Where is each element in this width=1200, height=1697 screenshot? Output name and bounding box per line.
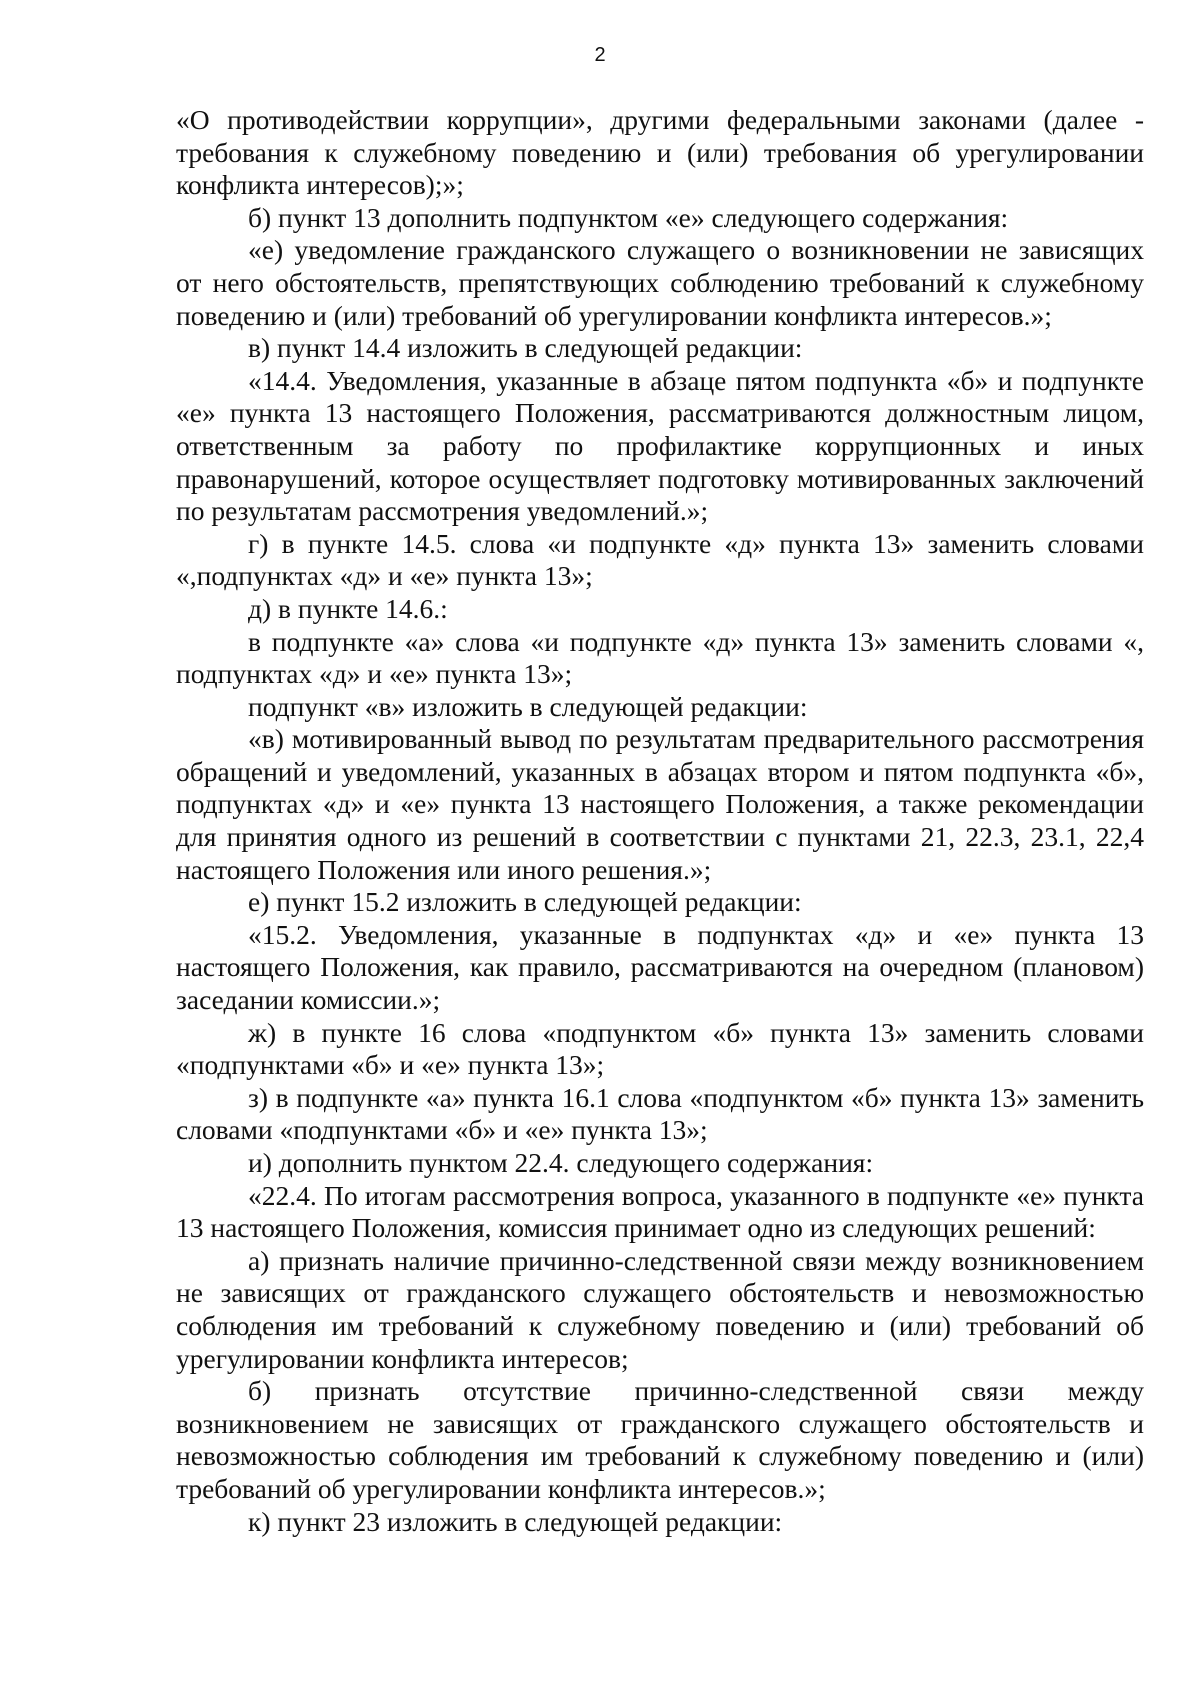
paragraph: б) пункт 13 дополнить подпунктом «е» следующего содержания:	[248, 201, 1009, 233]
paragraph: «14.4. Уведомления, указанные в абзаце пятом подпункта «б» и подпункте «е» пункта 13 настоящего Положения, рассматриваются должностным лицом, ответственным за работу по профилактике коррупционных и иных правонарушений, которое осуществляет подготовку мотивированных заключений по результатам рассмотрения уведомлений.»;	[176, 364, 1144, 527]
paragraph: в подпункте «а» слова «и подпункте «д» пункта 13» заменить словами «, подпунктах «д» и «е» пункта 13»;	[176, 625, 1144, 690]
paragraph: «е) уведомление гражданского служащего о возникновении не зависящих от него обстоятельств, препятствующих соблюдению требований к служебному поведению и (или) требований об урегулировании конфликта интересов.»;	[176, 234, 1144, 331]
paragraph: д) в пункте 14.6.:	[248, 592, 448, 624]
paragraph: в) пункт 14.4 изложить в следующей редакции:	[248, 332, 803, 364]
document-body	[176, 104, 1144, 1538]
paragraph: б) признать отсутствие причинно-следственной связи между возникновением не зависящих от гражданского служащего обстоятельств и невозможностью соблюдения им требований к служебному поведению и (или) требований об урегулировании конфликта интересов.»;	[176, 1375, 1144, 1504]
paragraph: а) признать наличие причинно-следственной связи между возникновением не зависящих от гражданского служащего обстоятельств и невозможностью соблюдения им требований к служебному поведению и (или) требований об урегулировании конфликта интересов;	[176, 1244, 1144, 1374]
paragraph: подпункт «в» изложить в следующей редакции:	[248, 690, 808, 722]
paragraph: к) пункт 23 изложить в следующей редакции:	[248, 1505, 783, 1537]
paragraph: и) дополнить пунктом 22.4. следующего содержания:	[248, 1147, 874, 1178]
paragraph: «О противодействии коррупции», другими федеральными законами (далее - требования к служебному поведению и (или) требования об урегулировании конфликта интересов);»;	[176, 104, 1144, 201]
paragraph: е) пункт 15.2 изложить в следующей редакции:	[248, 886, 802, 918]
paragraph: ж) в пункте 16 слова «подпунктом «б» пункта 13» заменить словами «подпунктами «б» и «е» пункта 13»;	[176, 1016, 1144, 1081]
paragraph: з) в подпункте «а» пункта 16.1 слова «подпунктом «б» пункта 13» заменить словами «подпунктами «б» и «е» пункта 13»;	[176, 1081, 1144, 1146]
paragraph: «22.4. По итогам рассмотрения вопроса, указанного в подпункте «е» пункта 13 настоящего Положения, комиссия принимает одно из следующих решений:	[176, 1179, 1144, 1244]
paragraph: г) в пункте 14.5. слова «и подпункте «д» пункта 13» заменить словами «,подпунктах «д» и «е» пункта 13»;	[176, 527, 1144, 592]
page-number: 2	[594, 44, 606, 66]
paragraph: «в) мотивированный вывод по результатам предварительного рассмотрения обращений и уведомлений, указанных в абзацах втором и пятом подпункта «б», подпунктах «д» и «е» пункта 13 настоящего Положения, а также рекомендации для принятия одного из решений в соответствии с пунктами 21, 22.3, 23.1, 22,4 настоящего Положения или иного решения.»;	[176, 723, 1144, 885]
paragraph: «15.2. Уведомления, указанные в подпунктах «д» и «е» пункта 13 настоящего Положения, как правило, рассматриваются на очередном (плановом) заседании комиссии.»;	[176, 918, 1144, 1016]
